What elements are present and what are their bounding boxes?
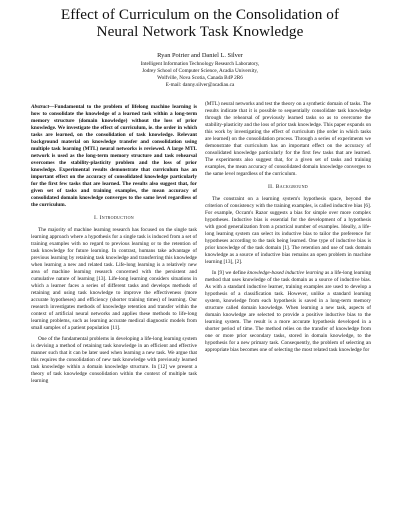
title-line-2: Neural Network Task Knowledge <box>96 23 304 40</box>
left-column <box>31 104 197 385</box>
affiliation-block <box>0 61 400 89</box>
authors: Ryan Poirier and Daniel L. Silver <box>157 52 243 59</box>
paper-title <box>0 6 400 40</box>
affiliation-email[interactable]: E-mail: danny.silver@acadiau.ca <box>165 82 235 88</box>
affiliation-lab: Intelligent Information Technology Research Laboratory, <box>140 61 260 67</box>
section-heading-background: II. Background <box>267 184 308 190</box>
affiliation-address: Wolfville, Nova Scotia, Canada B4P 2R6 <box>157 75 243 81</box>
title-line-1: Effect of Curriculum on the Consolidation of <box>60 6 340 23</box>
intro-paragraph-1: The majority of machine learning research has focused on the single task learning approach where a hypothesis for a single task is induced from a set of training examples with no regard to previous learning or to the retention of task knowledge for future learning. In contrast, humans take advantage of previous learning by retaining task knowledge and transferring this knowledge when learning a new and related task. Life-long learning is a relatively new area of machine learning research concerned with the persistent and cumulative nature of learning [13]. Life-long learning considers situations in which a learner faces a series of different tasks and develops methods of retaining and using task knowledge to improve the effectiveness (more accurate hypotheses) and efficiency (shorter training times) of learning. Our research investigates methods of knowledge retention and transfer within the context of artificial neural networks and applies these methods to life-long learning problems, such as learning accurate medical diagnostic models from small samples of a patient population [11]. <box>31 227 197 331</box>
abstract-lead: Abstract— <box>31 104 55 110</box>
term-knowledge-based-inductive-learning: knowledge-based inductive learning <box>247 270 324 276</box>
section-heading-introduction: I. Introduction <box>94 215 134 221</box>
right-column <box>205 101 371 354</box>
background-paragraph-1: The constraint on a learning system's hypothesis space, beyond the criterion of consistency with the training examples, is called inductive bias [6]. For example, Occam's Razor suggests a bias for simple over more complex hypotheses. Inductive bias is essential for the development of a hypothesis with good generalization from a practical number of examples. Ideally, a life-long learning system can select its inductive bias to tailor the preference for hypotheses according to the task being learned. One type of inductive bias is prior knowledge of the task domain [1]. The retention and use of task domain knowledge as a source of inductive bias remains an open problem in machine learning [13], [2]. <box>205 196 371 265</box>
background-paragraph-2-start: In [9] we define <box>212 270 248 276</box>
background-paragraph-2 <box>205 270 371 354</box>
abstract-body: Fundamental to the problem of lifelong machine learning is how to consolidate the knowledge of a learned task within a long-term memory structure (domain knowledge) without the loss of prior knowledge. We investigate the effect of curriculum, ie. the order in which tasks are learned, on the consolidation of task knowledge. Relevant background material on knowledge transfer and consolidation using multiple task learning (MTL) neural networks is reviewed. A large MTL network is used as the long-term memory structure and task rehearsal overcomes the stability-plasticity problem and the loss of prior knowledge. Experimental results demonstrate that curriculum has an important effect on the accuracy of consolidated knowledge particularly for the first few tasks that are learned. The results also suggest that, for given set of tasks and training examples, the mean accuracy of consolidated domain knowledge converges to the same level regardless of the curriculum. <box>31 104 197 208</box>
affiliation-school: Jodrey School of Computer Science, Acadia University, <box>142 68 258 74</box>
abstract <box>31 104 197 209</box>
intro-paragraph-continued: (MTL) neural networks and test the theory on a synthetic domain of tasks. The results indicate that it is possible to sequentially consolidate task knowledge through the rehearsal of previously learned tasks so as to overcome the stability-plasticity and the loss of prior task knowledge. This paper expands on this work by investigating the effect of curriculum (the order in which tasks are learned) on the consolidation process. Through a series of experiments we demonstrate that curriculum has an important effect on the accuracy of consolidated knowledge particularly for the first few tasks that are learned. The experiments also suggest that, for a given set of tasks and training examples, the mean accuracy of consolidated domain knowledge converges to the same level regardless of the curriculum. <box>205 101 371 177</box>
background-paragraph-2-rest: as a life-long learning method that uses knowledge of the task domain as a source of inductive bias. As with a standard inductive learner, training examples are used to develop a hypothesis of a classification task. However, unlike a standard learning system, knowledge from each hypothesis is saved in a long-term memory structure called domain knowledge. When learning a new task, aspects of domain knowledge are selected to provide a positive inductive bias to the learning system. The result is a more accurate hypothesis developed in a shorter period of time. The method relies on the transfer of knowledge from one or more prior secondary tasks, stored in domain knowledge, to the hypothesis for a new primary task. Consequently, the problem of selecting an appropriate bias becomes one of selecting the most related task knowledge for <box>205 270 372 353</box>
intro-paragraph-2: One of the fundamental problems in developing a life-long learning system is devising a method of retaining task knowledge in an efficient and effective manner such that it can be later used when learning a new task. We argue that this requires the consolidation of new task knowledge with previously learned task knowledge within a domain knowledge structure. In [12] we present a theory of task knowledge consolidation within the context of multiple task learning <box>31 336 197 384</box>
